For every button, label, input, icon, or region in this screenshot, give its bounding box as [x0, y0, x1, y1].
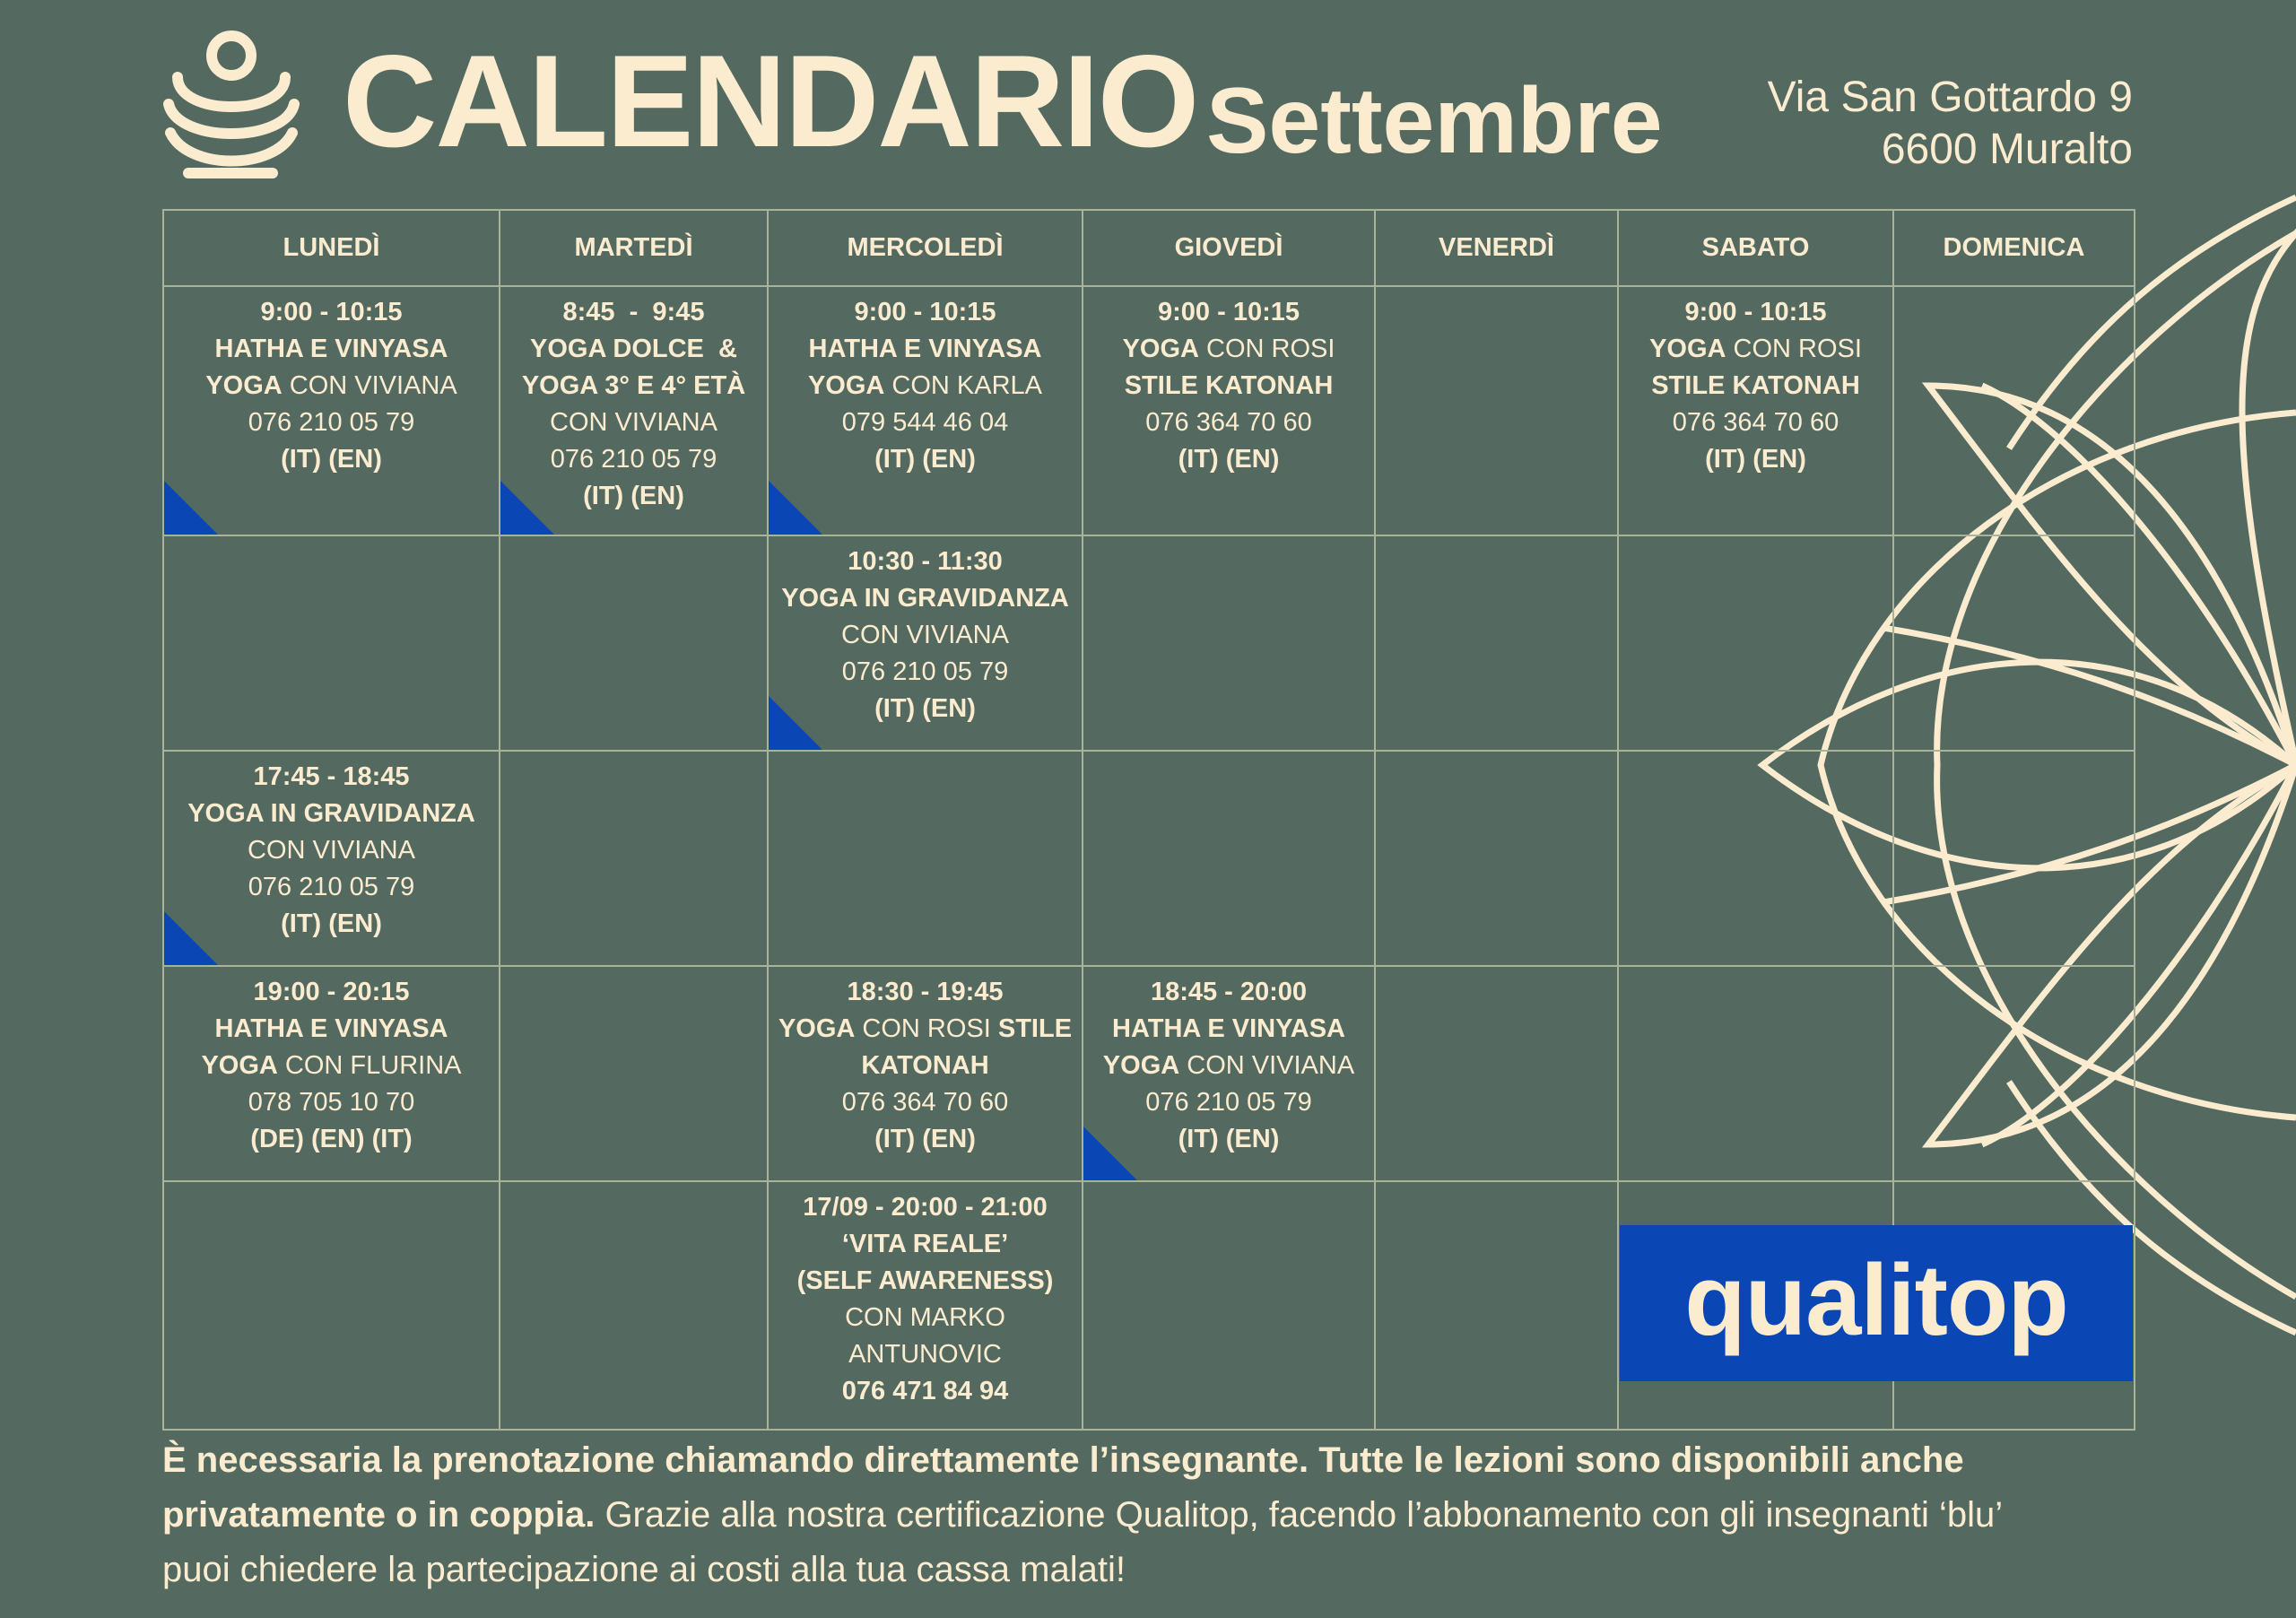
class-title: HATHA E VINYASA — [808, 335, 1042, 363]
class-phone: 076 210 05 79 — [1145, 1088, 1312, 1117]
class-time: 19:00 - 20:15 — [253, 978, 410, 1006]
day-header: GIOVEDÌ — [1083, 210, 1375, 286]
empty-slot — [1375, 286, 1618, 535]
class-languages: (IT) (EN) — [1705, 445, 1806, 474]
address — [1768, 72, 2133, 176]
time-row — [163, 966, 2135, 1181]
day-header: MARTEDÌ — [500, 210, 768, 286]
class-slot — [163, 751, 500, 966]
qualitop-logo: qualitop — [1620, 1225, 2133, 1381]
class-teacher: CON VIVIANA — [550, 408, 718, 437]
class-time: 18:30 - 19:45 — [847, 978, 1004, 1006]
empty-slot — [1893, 535, 2135, 751]
class-languages: (IT) (EN) — [874, 694, 976, 723]
class-languages: (IT) (EN) — [281, 445, 382, 474]
day-header: LUNEDÌ — [163, 210, 500, 286]
class-title: STILE KATONAH — [1124, 371, 1334, 400]
event-teacher: ANTUNOVIC — [848, 1340, 1002, 1369]
class-languages: (DE) (EN) (IT) — [250, 1125, 413, 1153]
class-time: 9:00 - 10:15 — [1158, 298, 1300, 326]
class-title: YOGA DOLCE & — [530, 335, 737, 363]
class-title: HATHA E VINYASA — [214, 335, 448, 363]
empty-slot — [768, 751, 1083, 966]
event-title: ‘VITA REALE’ — [841, 1230, 1009, 1258]
event-date-time: 17/09 - 20:00 - 21:00 — [803, 1193, 1048, 1222]
class-teacher: CON VIVIANA — [841, 621, 1009, 649]
qualitop-marker — [1083, 1127, 1137, 1180]
empty-slot — [500, 966, 768, 1181]
class-slot — [1618, 286, 1893, 535]
booking-note — [162, 1433, 2153, 1597]
page-title: CALENDARIO — [343, 28, 1198, 174]
empty-slot — [163, 535, 500, 751]
qualitop-marker — [500, 481, 554, 535]
class-slot — [500, 286, 768, 535]
class-time: 10:30 - 11:30 — [848, 547, 1003, 576]
class-phone: 076 210 05 79 — [248, 873, 415, 901]
class-languages: (IT) (EN) — [1178, 1125, 1280, 1153]
meditation-logo-icon — [161, 25, 305, 187]
empty-slot — [1375, 966, 1618, 1181]
day-header: VENERDÌ — [1375, 210, 1618, 286]
empty-slot — [1893, 286, 2135, 535]
empty-slot — [163, 1181, 500, 1430]
class-title: STILE — [997, 1014, 1073, 1043]
class-title: STILE KATONAH — [1651, 371, 1860, 400]
class-teacher: CON ROSI — [1726, 335, 1862, 363]
class-title: YOGA 3° E 4° ETÀ — [521, 371, 746, 400]
class-title: YOGA — [778, 1014, 856, 1043]
class-phone: 076 364 70 60 — [1145, 408, 1312, 437]
class-phone: 078 705 10 70 — [248, 1088, 415, 1117]
class-title: YOGA — [205, 371, 283, 400]
empty-slot — [1618, 966, 1893, 1181]
empty-slot — [500, 535, 768, 751]
time-row — [163, 751, 2135, 966]
note-line: Grazie alla nostra certificazione Qualitop, facendo l’abbonamento con gli insegnanti ‘blu’ — [595, 1495, 2004, 1535]
day-header: SABATO — [1618, 210, 1893, 286]
event-teacher: CON MARKO — [845, 1303, 1005, 1332]
note-line: puoi chiedere la partecipazione ai costi alla tua cassa malati! — [162, 1550, 1126, 1589]
class-time: 8:45 - 9:45 — [562, 298, 705, 326]
class-slot — [1083, 286, 1375, 535]
class-languages: (IT) (EN) — [874, 445, 976, 474]
class-slot — [1083, 966, 1375, 1181]
class-title: YOGA — [1122, 335, 1199, 363]
class-teacher: CON ROSI — [855, 1014, 998, 1043]
event-title: (SELF AWARENESS) — [796, 1266, 1054, 1295]
day-header-row — [163, 210, 2135, 286]
qualitop-marker — [164, 481, 218, 535]
class-title: HATHA E VINYASA — [214, 1014, 448, 1043]
empty-slot — [1893, 966, 2135, 1181]
class-time: 18:45 - 20:00 — [1150, 978, 1308, 1006]
empty-slot — [1083, 1181, 1375, 1430]
class-phone: 076 210 05 79 — [248, 408, 415, 437]
empty-slot — [500, 1181, 768, 1430]
event-phone: 076 471 84 94 — [841, 1377, 1009, 1405]
class-teacher: CON VIVIANA — [248, 836, 415, 865]
time-row — [163, 286, 2135, 535]
empty-slot — [1618, 751, 1893, 966]
note-line: È necessaria la prenotazione chiamando direttamente l’insegnante. Tutte le lezioni sono disponibili anche — [162, 1440, 1964, 1480]
class-title: YOGA — [807, 371, 885, 400]
time-row — [163, 535, 2135, 751]
class-slot — [768, 966, 1083, 1181]
class-teacher: CON VIVIANA — [282, 371, 457, 400]
class-time: 9:00 - 10:15 — [854, 298, 996, 326]
class-title: KATONAH — [861, 1051, 989, 1080]
empty-slot — [500, 751, 768, 966]
class-title: HATHA E VINYASA — [1112, 1014, 1345, 1043]
class-languages: (IT) (EN) — [281, 909, 382, 938]
class-languages: (IT) (EN) — [1178, 445, 1280, 474]
class-title: YOGA — [1102, 1051, 1180, 1080]
address-street: Via San Gottardo 9 — [1767, 74, 2133, 121]
qualitop-marker — [164, 911, 218, 965]
empty-slot — [1083, 751, 1375, 966]
class-languages: (IT) (EN) — [874, 1125, 976, 1153]
address-city: 6600 Muralto — [1881, 126, 2133, 173]
empty-slot — [1083, 535, 1375, 751]
class-phone: 076 210 05 79 — [841, 657, 1009, 686]
empty-slot — [1375, 535, 1618, 751]
empty-slot — [1375, 1181, 1618, 1430]
class-title: YOGA — [1649, 335, 1726, 363]
class-time: 17:45 - 18:45 — [253, 762, 410, 791]
class-title: YOGA — [201, 1051, 278, 1080]
qualitop-marker — [769, 481, 822, 535]
class-teacher: CON VIVIANA — [1179, 1051, 1355, 1080]
class-teacher: CON ROSI — [1198, 335, 1335, 363]
class-slot — [163, 286, 500, 535]
class-slot — [768, 286, 1083, 535]
class-slot — [768, 535, 1083, 751]
class-slot — [163, 966, 500, 1181]
class-time: 9:00 - 10:15 — [260, 298, 403, 326]
note-line: privatamente o in coppia. — [162, 1495, 596, 1535]
class-phone: 076 364 70 60 — [841, 1088, 1009, 1117]
day-header: DOMENICA — [1893, 210, 2135, 286]
day-header: MERCOLEDÌ — [768, 210, 1083, 286]
empty-slot — [1375, 751, 1618, 966]
class-phone: 076 364 70 60 — [1672, 408, 1839, 437]
event-slot — [768, 1181, 1083, 1430]
class-teacher: CON KARLA — [884, 371, 1043, 400]
month-subtitle: Settembre — [1206, 69, 1663, 173]
class-phone: 079 544 46 04 — [841, 408, 1009, 437]
class-teacher: CON FLURINA — [277, 1051, 462, 1080]
class-languages: (IT) (EN) — [583, 482, 684, 510]
empty-slot — [1618, 535, 1893, 751]
class-time: 9:00 - 10:15 — [1684, 298, 1827, 326]
empty-slot — [1893, 751, 2135, 966]
class-title: YOGA IN GRAVIDANZA — [781, 584, 1069, 613]
class-phone: 076 210 05 79 — [550, 445, 718, 474]
class-title: YOGA IN GRAVIDANZA — [187, 799, 475, 828]
qualitop-marker — [769, 696, 822, 750]
